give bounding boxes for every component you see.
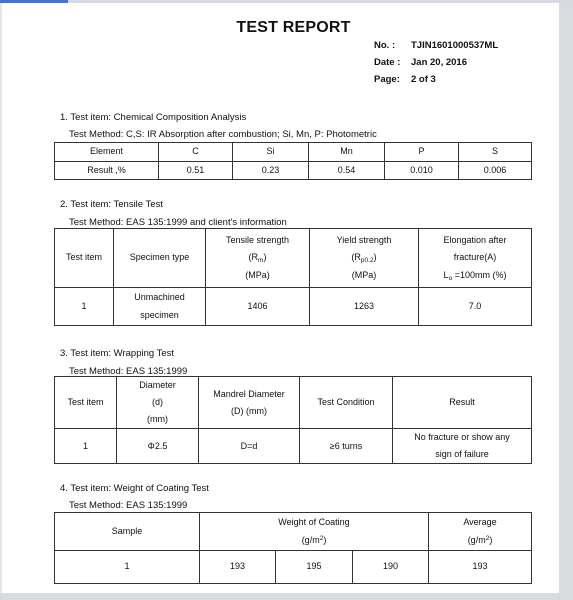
diameter-unit: (mm) [147, 414, 168, 425]
result-header: Result ,% [55, 162, 159, 180]
element-si: Si [233, 143, 309, 162]
average-unit-text: (g/m [467, 534, 486, 545]
elongation-gauge [421, 267, 529, 284]
yield-strength-unit: (MPa) [351, 269, 377, 280]
average-label: Average [463, 517, 497, 528]
sample-value: 1 [55, 551, 200, 584]
report-date-label: Date : [374, 57, 401, 68]
diameter-header [117, 377, 199, 429]
average-unit-close: ) [489, 534, 493, 545]
specimen-type-line-2: specimen [140, 309, 179, 320]
tensile-symbol-sub: m [258, 257, 264, 265]
average-unit-sup: 2 [485, 534, 490, 542]
wrapping-test-item: 1 [55, 429, 117, 464]
wrapping-result-line-1: No fracture or show any [414, 432, 510, 443]
section1-heading: 1. Test item: Chemical Composition Analysis [60, 112, 247, 123]
coating-weight-label: Weight of Coating [278, 517, 350, 528]
section1-method: Test Method: C,S: IR Absorption after combustion; Si, Mn, P: Photometric [69, 129, 377, 140]
tensile-strength-label: Tensile strength [225, 235, 290, 246]
tensile-test-item: 1 [55, 288, 114, 326]
coating-weight-2: 195 [276, 551, 353, 584]
tensile-symbol-close: ) [263, 252, 267, 263]
yield-strength-value: 1263 [310, 288, 419, 326]
table-header-row [55, 377, 532, 429]
tensile-strength-header [206, 229, 310, 288]
table-header-row [55, 513, 532, 551]
yield-strength-symbol [312, 249, 416, 266]
table-header-row [55, 229, 532, 288]
result-mn: 0.54 [309, 162, 385, 180]
report-page-label: Page: [374, 74, 400, 85]
document-page [2, 3, 559, 593]
report-number-label: No. : [374, 40, 396, 51]
mandrel-unit: (D) (mm) [231, 405, 267, 416]
tensile-strength-symbol [208, 249, 307, 266]
average-unit [431, 532, 529, 549]
viewer-margin [559, 3, 573, 600]
specimen-type-line-1: Unmachined [134, 292, 185, 303]
yield-symbol-close: ) [373, 252, 377, 263]
coating-weight-header [200, 513, 429, 551]
result-c: 0.51 [159, 162, 233, 180]
tensile-symbol-r: (R [248, 252, 259, 263]
report-number [374, 40, 498, 51]
report-number-value: TJIN1601000537ML [411, 40, 499, 51]
report-page-value: 2 of 3 [411, 74, 436, 85]
report-date [374, 57, 467, 68]
table-row [55, 288, 532, 326]
sample-header: Sample [55, 513, 200, 551]
wrapping-result [393, 429, 532, 464]
wrapping-test-item-header: Test item [55, 377, 117, 429]
coating-weight-unit [202, 532, 426, 549]
coating-weight-table [54, 512, 532, 584]
diameter-symbol: (d) [152, 397, 163, 408]
element-header: Element [55, 143, 159, 162]
section2-heading: 2. Test item: Tensile Test [60, 199, 163, 210]
table-header-row [55, 143, 532, 162]
table-row [55, 429, 532, 464]
elongation-header [419, 229, 532, 288]
mandrel-value: D=d [199, 429, 300, 464]
yield-symbol-r: (R [351, 252, 361, 263]
tensile-test-item-header: Test item [55, 229, 114, 288]
elongation-gauge-text: =100mm (%) [452, 269, 507, 280]
mandrel-label: Mandrel Diameter [213, 388, 285, 399]
average-value: 193 [429, 551, 532, 584]
specimen-type [114, 288, 206, 326]
report-date-value: Jan 20, 2016 [411, 57, 467, 68]
section4-heading: 4. Test item: Weight of Coating Test [60, 483, 209, 494]
result-s: 0.006 [459, 162, 532, 180]
yield-strength-label: Yield strength [336, 235, 392, 246]
test-condition-value: ≥6 turns [300, 429, 393, 464]
section4-method: Test Method: EAS 135:1999 [69, 500, 188, 511]
chemical-composition-table [54, 142, 532, 180]
diameter-value: Φ2.5 [117, 429, 199, 464]
mandrel-header [199, 377, 300, 429]
result-p: 0.010 [385, 162, 459, 180]
viewer-bottom-margin [0, 593, 573, 600]
wrapping-test-table [54, 376, 532, 464]
coating-unit-sup: 2 [319, 534, 324, 542]
report-page [374, 74, 436, 85]
coating-weight-3: 190 [353, 551, 429, 584]
table-row [55, 162, 532, 180]
elongation-label: Elongation after [443, 235, 507, 246]
coating-unit-close: ) [323, 534, 327, 545]
yield-symbol-sub: p0.2 [360, 257, 374, 265]
elongation-label-2: fracture(A) [453, 252, 497, 263]
table-row [55, 551, 532, 584]
element-mn: Mn [309, 143, 385, 162]
element-c: C [159, 143, 233, 162]
elongation-symbol-sub: o [448, 274, 453, 282]
diameter-label: Diameter [139, 380, 176, 390]
test-condition-header: Test Condition [300, 377, 393, 429]
coating-weight-1: 193 [200, 551, 276, 584]
section3-method: Test Method: EAS 135:1999 [69, 366, 188, 377]
elongation-value: 7.0 [419, 288, 532, 326]
report-title: TEST REPORT [236, 19, 351, 36]
tensile-strength-value: 1406 [206, 288, 310, 326]
coating-unit-text: (g/m [301, 534, 320, 545]
yield-strength-header [310, 229, 419, 288]
average-header [429, 513, 532, 551]
element-p: P [385, 143, 459, 162]
elongation-symbol-l: L [443, 269, 449, 280]
result-si: 0.23 [233, 162, 309, 180]
element-s: S [459, 143, 532, 162]
section2-method: Test Method: EAS 135:1999 and client's information [69, 217, 287, 228]
result-header: Result [393, 377, 532, 429]
wrapping-result-line-2: sign of failure [435, 449, 489, 460]
section3-heading: 3. Test item: Wrapping Test [60, 348, 175, 359]
tensile-strength-unit: (MPa) [245, 269, 270, 280]
specimen-type-header: Specimen type [114, 229, 206, 288]
tensile-test-table [54, 228, 532, 326]
